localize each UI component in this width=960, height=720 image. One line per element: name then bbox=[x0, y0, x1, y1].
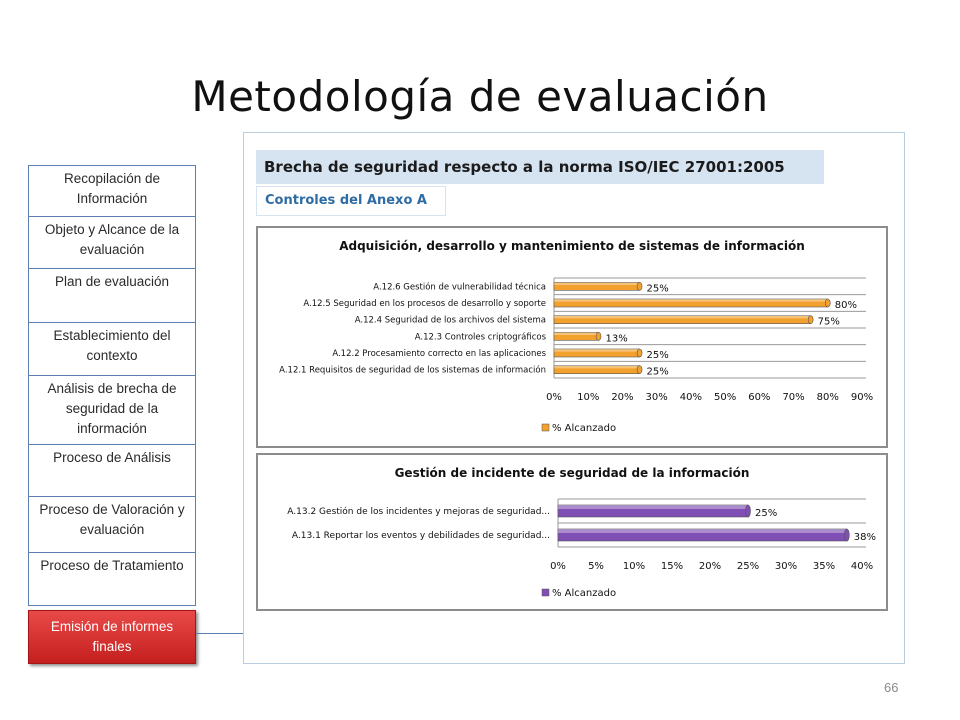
step-objeto-alcance[interactable]: Objeto y Alcance de la evaluación bbox=[28, 217, 196, 269]
data-label: 25% bbox=[755, 508, 778, 519]
x-tick-label: 35% bbox=[812, 561, 836, 572]
legend-swatch bbox=[542, 589, 549, 596]
step-analisis-brecha[interactable]: Análisis de brecha de seguridad de la información bbox=[28, 376, 196, 445]
page-number: 66 bbox=[884, 680, 899, 695]
connector-line bbox=[196, 633, 244, 634]
x-tick-label: 0% bbox=[550, 561, 566, 572]
bar-highlight bbox=[554, 316, 811, 319]
bar-end-cap bbox=[637, 282, 642, 290]
step-proceso-analisis[interactable]: Proceso de Análisis bbox=[28, 445, 196, 497]
step-valoracion-evaluacion[interactable]: Proceso de Valoración y evaluación bbox=[28, 497, 196, 553]
slide-title: Metodología de evaluación bbox=[191, 72, 769, 121]
chart-adquisicion-box bbox=[256, 226, 888, 448]
category-label: A.12.2 Procesamiento correcto en las aplicaciones bbox=[332, 349, 546, 359]
x-tick-label: 20% bbox=[611, 392, 634, 403]
data-label: 25% bbox=[646, 283, 669, 295]
step-establecimiento-contexto[interactable]: Establecimiento del contexto bbox=[28, 323, 196, 376]
category-label: A.12.4 Seguridad de los archivos del sistema bbox=[354, 315, 546, 326]
legend-swatch bbox=[542, 424, 549, 431]
step-emision-informes[interactable]: Emisión de informes finales bbox=[28, 610, 196, 664]
category-label: A.12.5 Seguridad en los procesos de desarrollo y soporte bbox=[303, 299, 546, 309]
data-label: 80% bbox=[834, 300, 858, 311]
methodology-steps bbox=[28, 165, 196, 664]
chart-incidentes bbox=[258, 455, 886, 609]
bar-end-cap bbox=[825, 299, 830, 307]
x-tick-label: 50% bbox=[713, 392, 737, 403]
x-tick-label: 80% bbox=[816, 392, 839, 403]
data-label: 25% bbox=[646, 366, 669, 378]
bar-end-cap bbox=[746, 505, 751, 517]
category-label: A.12.3 Controles criptográficos bbox=[414, 332, 546, 343]
chart-incidentes-box bbox=[256, 453, 888, 611]
x-tick-label: 90% bbox=[850, 392, 874, 403]
x-tick-label: 0% bbox=[546, 392, 562, 403]
bar-end-cap bbox=[637, 349, 642, 357]
x-tick-label: 15% bbox=[660, 561, 684, 572]
bar-highlight bbox=[558, 529, 847, 533]
x-tick-label: 40% bbox=[679, 392, 703, 403]
step-tratamiento[interactable]: Proceso de Tratamiento bbox=[28, 553, 196, 606]
chart-title: Gestión de incidente de seguridad de la información bbox=[394, 466, 750, 480]
legend-label: % Alcanzado bbox=[552, 588, 617, 599]
bar-highlight bbox=[554, 366, 640, 369]
bar-end-cap bbox=[596, 332, 601, 340]
bar-highlight bbox=[554, 282, 640, 285]
panel-heading: Brecha de seguridad respecto a la norma ISO/IEC 27001:2005 bbox=[256, 150, 824, 184]
category-label: A.13.1 Reportar los eventos y debilidades de seguridad... bbox=[291, 531, 550, 541]
data-label: 38% bbox=[853, 532, 877, 543]
chart-adquisicion bbox=[258, 228, 886, 446]
x-tick-label: 30% bbox=[645, 392, 668, 403]
bar-highlight bbox=[558, 505, 748, 509]
legend-label: % Alcanzado bbox=[552, 423, 617, 434]
step-recopilacion[interactable]: Recopilación de Información bbox=[28, 165, 196, 217]
step-plan-evaluacion[interactable]: Plan de evaluación bbox=[28, 269, 196, 323]
bar-end-cap bbox=[844, 529, 849, 541]
category-label: A.13.2 Gestión de los incidentes y mejoras de seguridad... bbox=[287, 507, 550, 517]
x-tick-label: 25% bbox=[736, 561, 760, 572]
x-tick-label: 10% bbox=[577, 392, 600, 403]
data-label: 25% bbox=[646, 350, 669, 361]
category-label: A.12.6 Gestión de vulnerabilidad técnica bbox=[373, 282, 546, 293]
bar-end-cap bbox=[808, 316, 813, 324]
x-tick-label: 70% bbox=[782, 392, 805, 403]
data-label: 75% bbox=[817, 316, 840, 328]
bar-end-cap bbox=[637, 366, 642, 374]
x-tick-label: 40% bbox=[850, 561, 874, 572]
x-tick-label: 10% bbox=[622, 561, 646, 572]
x-tick-label: 30% bbox=[774, 561, 798, 572]
bar-highlight bbox=[554, 299, 828, 302]
category-label: A.12.1 Requisitos de seguridad de los sistemas de información bbox=[279, 365, 546, 376]
x-tick-label: 20% bbox=[698, 561, 722, 572]
chart-title: Adquisición, desarrollo y mantenimiento de sistemas de información bbox=[339, 239, 805, 253]
panel-subheading: Controles del Anexo A bbox=[256, 186, 446, 216]
x-tick-label: 5% bbox=[588, 561, 604, 572]
bar-highlight bbox=[554, 349, 640, 352]
bar-highlight bbox=[554, 332, 598, 335]
x-tick-label: 60% bbox=[748, 392, 771, 403]
data-label: 13% bbox=[605, 333, 628, 345]
